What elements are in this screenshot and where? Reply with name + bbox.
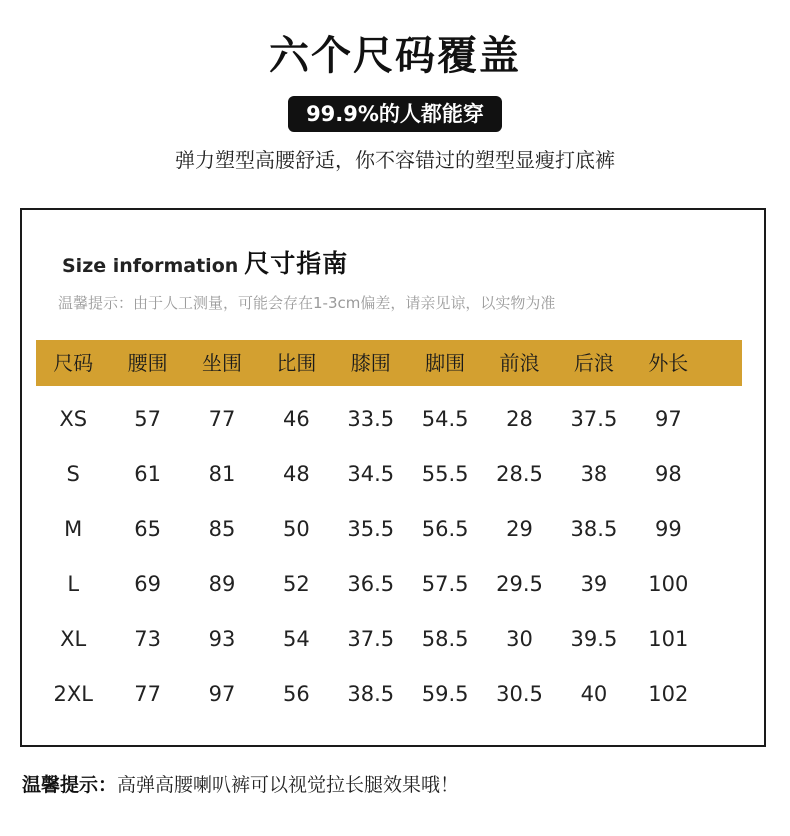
measurement-cell: 77 <box>208 407 236 431</box>
table-row <box>36 502 742 557</box>
measurement-cell: 61 <box>134 462 161 486</box>
size-label-cell: XL <box>60 627 87 651</box>
measurement-cell: 57.5 <box>421 572 469 596</box>
measurement-cell: 37.5 <box>570 407 618 431</box>
measurement-cell: 38.5 <box>570 517 618 541</box>
measurement-cell: 57 <box>134 407 161 431</box>
measurement-note: 温馨提示：由于人工测量，可能会存在1-3cm偏差，请亲见谅，以实物为准 <box>58 294 556 312</box>
measurement-cell: 50 <box>283 517 310 541</box>
page-title: 六个尺码覆盖 <box>269 33 521 79</box>
tagline: 弹力塑型高腰舒适，你不容错过的塑型显瘦打底裤 <box>175 148 615 172</box>
measurement-cell: 28.5 <box>496 462 543 486</box>
measurement-cell: 38.5 <box>347 682 395 706</box>
measurement-cell: 100 <box>648 572 689 596</box>
table-row <box>36 667 742 722</box>
measurement-cell: 59.5 <box>421 682 469 706</box>
table-row <box>36 392 742 447</box>
table-row <box>36 612 742 667</box>
measurement-cell: 99 <box>654 517 682 541</box>
measurement-cell: 52 <box>283 572 310 596</box>
size-info-heading-en: Size information <box>62 255 239 277</box>
measurement-cell: 65 <box>134 517 161 541</box>
measurement-cell: 102 <box>648 682 689 706</box>
table-row <box>36 447 742 502</box>
column-header: 尺码 <box>53 351 94 375</box>
size-label-cell: M <box>64 517 83 541</box>
column-header: 坐围 <box>201 351 242 375</box>
measurement-cell: 30 <box>506 627 533 651</box>
measurement-cell: 77 <box>134 682 161 706</box>
size-info-card <box>20 208 766 747</box>
column-header: 腰围 <box>127 351 168 375</box>
measurement-cell: 69 <box>134 572 161 596</box>
measurement-cell: 73 <box>134 627 161 651</box>
measurement-cell: 55.5 <box>421 462 469 486</box>
table-row <box>36 557 742 612</box>
fit-badge: 99.9%的人都能穿 <box>288 96 502 132</box>
size-label-cell: L <box>67 572 80 596</box>
measurement-cell: 39 <box>580 572 608 596</box>
measurement-cell: 54.5 <box>421 407 469 431</box>
badge-container <box>0 96 790 132</box>
size-info-heading-zh: 尺寸指南 <box>244 249 349 278</box>
measurement-cell: 34.5 <box>347 462 395 486</box>
column-header: 外长 <box>648 351 689 375</box>
measurement-cell: 58.5 <box>421 627 469 651</box>
measurement-cell: 35.5 <box>347 517 395 541</box>
footer-tip <box>22 770 459 800</box>
measurement-cell: 101 <box>648 627 689 651</box>
measurement-cell: 89 <box>208 572 236 596</box>
measurement-cell: 29.5 <box>496 572 543 596</box>
measurement-cell: 93 <box>208 627 236 651</box>
footer-tip-label: 温馨提示： <box>22 774 118 796</box>
measurement-cell: 38 <box>580 462 608 486</box>
measurement-cell: 56 <box>283 682 310 706</box>
measurement-cell: 98 <box>654 462 682 486</box>
measurement-cell: 33.5 <box>347 407 395 431</box>
measurement-cell: 56.5 <box>421 517 469 541</box>
measurement-cell: 97 <box>208 682 236 706</box>
measurement-cell: 29 <box>506 517 533 541</box>
measurement-cell: 28 <box>506 407 533 431</box>
measurement-cell: 36.5 <box>347 572 395 596</box>
column-header: 脚围 <box>425 351 466 375</box>
size-table-header <box>36 340 742 386</box>
size-table-body <box>36 392 742 722</box>
measurement-cell: 30.5 <box>496 682 543 706</box>
footer-tip-text: 高弹高腰喇叭裤可以视觉拉长腿效果哦！ <box>117 774 460 796</box>
measurement-cell: 81 <box>208 462 236 486</box>
size-label-cell: XS <box>59 407 88 431</box>
measurement-cell: 48 <box>283 462 310 486</box>
column-header: 后浪 <box>573 351 614 375</box>
measurement-cell: 54 <box>283 627 310 651</box>
measurement-cell: 40 <box>580 682 608 706</box>
size-info-heading <box>62 246 348 282</box>
measurement-cell: 97 <box>654 407 682 431</box>
measurement-cell: 37.5 <box>347 627 395 651</box>
column-header: 前浪 <box>499 351 540 375</box>
measurement-cell: 85 <box>208 517 236 541</box>
size-label-cell: 2XL <box>53 682 93 706</box>
measurement-cell: 39.5 <box>570 627 618 651</box>
column-header: 比围 <box>276 351 317 375</box>
size-label-cell: S <box>66 462 80 486</box>
column-header: 膝围 <box>350 351 391 375</box>
measurement-cell: 46 <box>283 407 310 431</box>
